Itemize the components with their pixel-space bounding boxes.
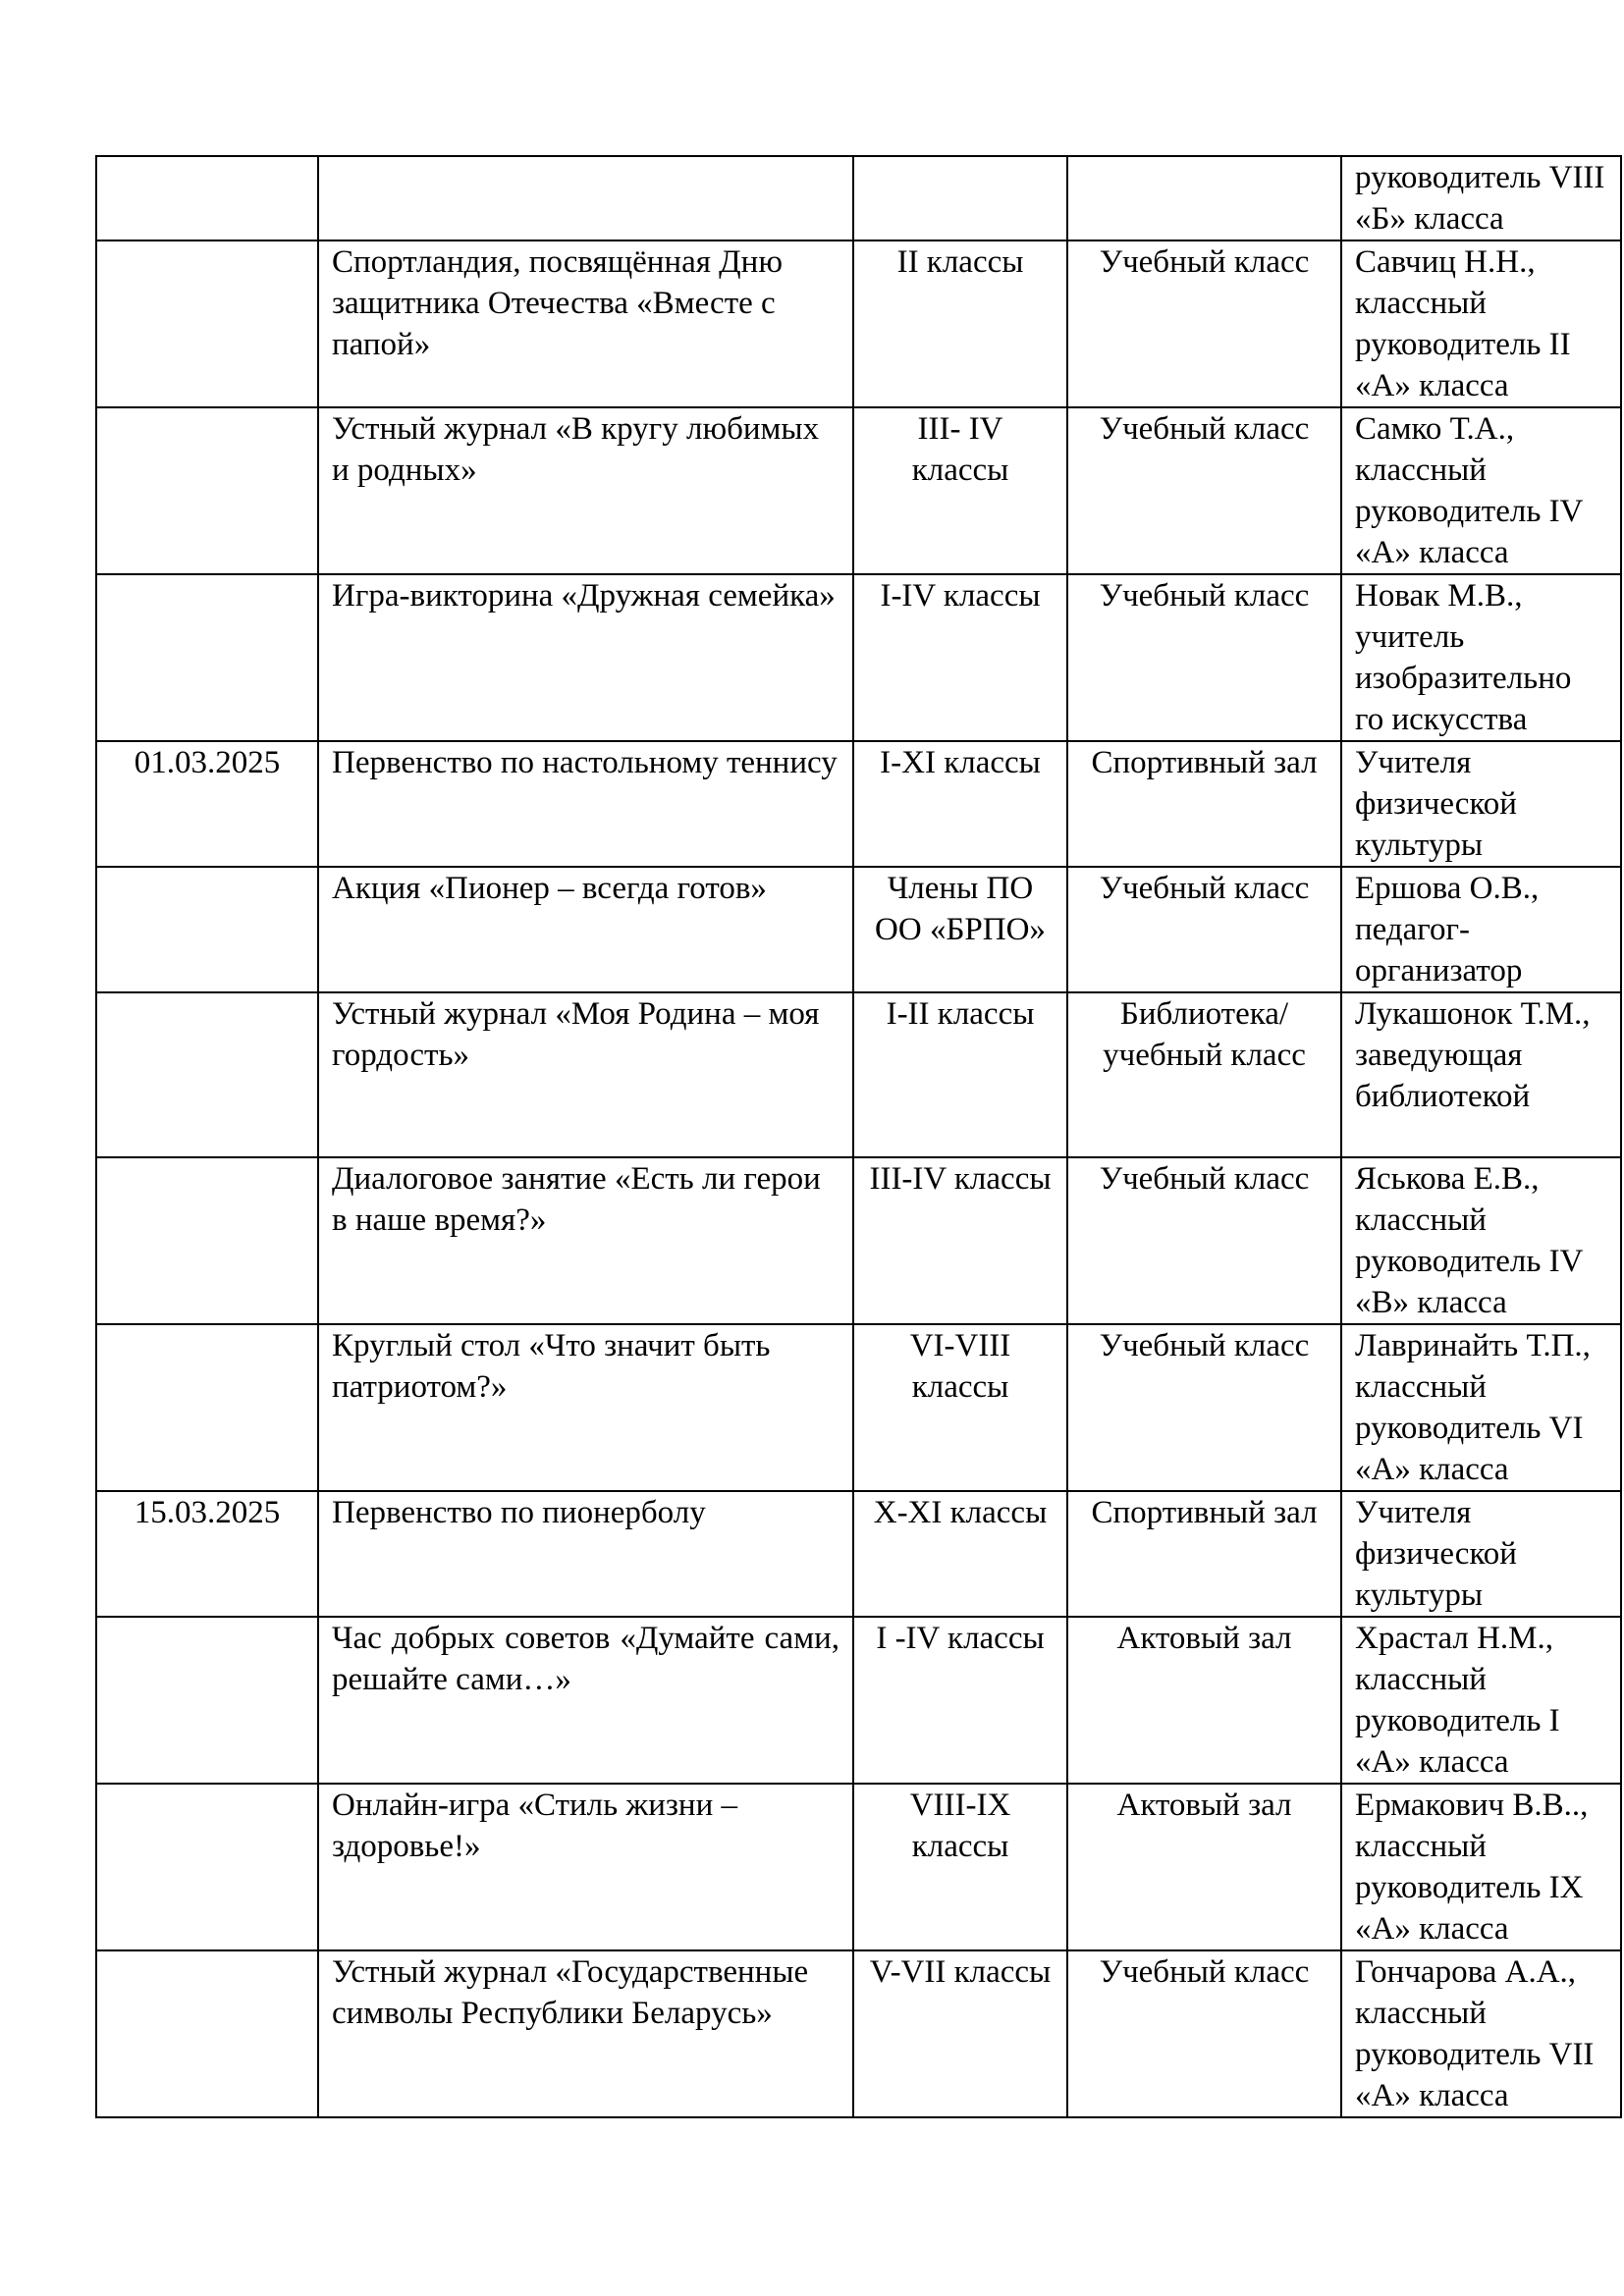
participants-cell: III-IV классы xyxy=(853,1157,1067,1324)
place-cell: Библиотека/ учебный класс xyxy=(1067,992,1341,1157)
date-cell xyxy=(96,1784,318,1950)
participants-cell: Члены ПО ОО «БРПО» xyxy=(853,867,1067,992)
event-cell: Диалоговое занятие «Есть ли герои в наше время?» xyxy=(318,1157,853,1324)
responsible-cell: Учителя физической культуры xyxy=(1341,741,1621,867)
participants-cell: I-IV классы xyxy=(853,574,1067,741)
place-cell: Актовый зал xyxy=(1067,1784,1341,1950)
date-cell xyxy=(96,407,318,574)
responsible-cell: Ермакович В.В.., классный руководитель IX «А» класса xyxy=(1341,1784,1621,1950)
participants-cell xyxy=(853,156,1067,240)
event-cell: Час добрых советов «Думайте сами, решайте сами…» xyxy=(318,1617,853,1784)
table-row xyxy=(96,1491,1621,1617)
responsible-cell: Самко Т.А., классный руководитель IV «А» класса xyxy=(1341,407,1621,574)
events-table xyxy=(95,155,1622,2118)
responsible-cell: Гончарова А.А., классный руководитель VII «А» класса xyxy=(1341,1950,1621,2117)
participants-cell: X-XI классы xyxy=(853,1491,1067,1617)
date-cell xyxy=(96,992,318,1157)
participants-cell: I-XI классы xyxy=(853,741,1067,867)
participants-cell: III- IV классы xyxy=(853,407,1067,574)
date-cell xyxy=(96,574,318,741)
event-cell: Устный журнал «Государственные символы Республики Беларусь» xyxy=(318,1950,853,2117)
event-cell: Спортландия, посвящённая Дню защитника Отечества «Вместе с папой» xyxy=(318,240,853,407)
responsible-cell: Учителя физической культуры xyxy=(1341,1491,1621,1617)
event-cell: Первенство по настольному теннису xyxy=(318,741,853,867)
date-cell: 01.03.2025 xyxy=(96,741,318,867)
table-row xyxy=(96,1784,1621,1950)
event-cell: Первенство по пионерболу xyxy=(318,1491,853,1617)
responsible-cell: Ершова О.В., педагог-организатор xyxy=(1341,867,1621,992)
participants-cell: I-II классы xyxy=(853,992,1067,1157)
table-row xyxy=(96,407,1621,574)
table-row xyxy=(96,992,1621,1157)
responsible-cell: Храстал Н.М., классный руководитель I «А» класса xyxy=(1341,1617,1621,1784)
table-row xyxy=(96,741,1621,867)
table-row xyxy=(96,867,1621,992)
participants-cell: V-VII классы xyxy=(853,1950,1067,2117)
date-cell xyxy=(96,1157,318,1324)
place-cell: Учебный класс xyxy=(1067,407,1341,574)
place-cell: Спортивный зал xyxy=(1067,741,1341,867)
table-row xyxy=(96,156,1621,240)
event-cell: Круглый стол «Что значит быть патриотом?» xyxy=(318,1324,853,1491)
place-cell: Учебный класс xyxy=(1067,1950,1341,2117)
event-cell: Устный журнал «Моя Родина – моя гордость» xyxy=(318,992,853,1157)
responsible-cell: Савчиц Н.Н., классный руководитель II «А» класса xyxy=(1341,240,1621,407)
place-cell: Спортивный зал xyxy=(1067,1491,1341,1617)
table-row xyxy=(96,1324,1621,1491)
table-row xyxy=(96,1950,1621,2117)
participants-cell: VIII-IX классы xyxy=(853,1784,1067,1950)
date-cell xyxy=(96,1324,318,1491)
place-cell: Учебный класс xyxy=(1067,1157,1341,1324)
date-cell xyxy=(96,1950,318,2117)
participants-cell: VI-VIII классы xyxy=(853,1324,1067,1491)
event-cell: Игра-викторина «Дружная семейка» xyxy=(318,574,853,741)
table-row xyxy=(96,240,1621,407)
place-cell xyxy=(1067,156,1341,240)
date-cell: 15.03.2025 xyxy=(96,1491,318,1617)
date-cell xyxy=(96,867,318,992)
responsible-cell: руководитель VIII «Б» класса xyxy=(1341,156,1621,240)
event-cell: Устный журнал «В кругу любимых и родных» xyxy=(318,407,853,574)
place-cell: Учебный класс xyxy=(1067,867,1341,992)
place-cell: Учебный класс xyxy=(1067,1324,1341,1491)
date-cell xyxy=(96,240,318,407)
date-cell xyxy=(96,1617,318,1784)
participants-cell: I -IV классы xyxy=(853,1617,1067,1784)
participants-cell: II классы xyxy=(853,240,1067,407)
responsible-cell: Новак М.В., учитель изобразительно го искусства xyxy=(1341,574,1621,741)
date-cell xyxy=(96,156,318,240)
table-row xyxy=(96,1617,1621,1784)
table-row xyxy=(96,574,1621,741)
event-cell xyxy=(318,156,853,240)
event-cell: Онлайн-игра «Стиль жизни – здоровье!» xyxy=(318,1784,853,1950)
place-cell: Учебный класс xyxy=(1067,574,1341,741)
table-row xyxy=(96,1157,1621,1324)
place-cell: Учебный класс xyxy=(1067,240,1341,407)
responsible-cell: Яськова Е.В., классный руководитель IV «В» класса xyxy=(1341,1157,1621,1324)
place-cell: Актовый зал xyxy=(1067,1617,1341,1784)
event-cell: Акция «Пионер – всегда готов» xyxy=(318,867,853,992)
responsible-cell: Лавринайть Т.П., классный руководитель VI «А» класса xyxy=(1341,1324,1621,1491)
responsible-cell: Лукашонок Т.М., заведующая библиотекой xyxy=(1341,992,1621,1157)
